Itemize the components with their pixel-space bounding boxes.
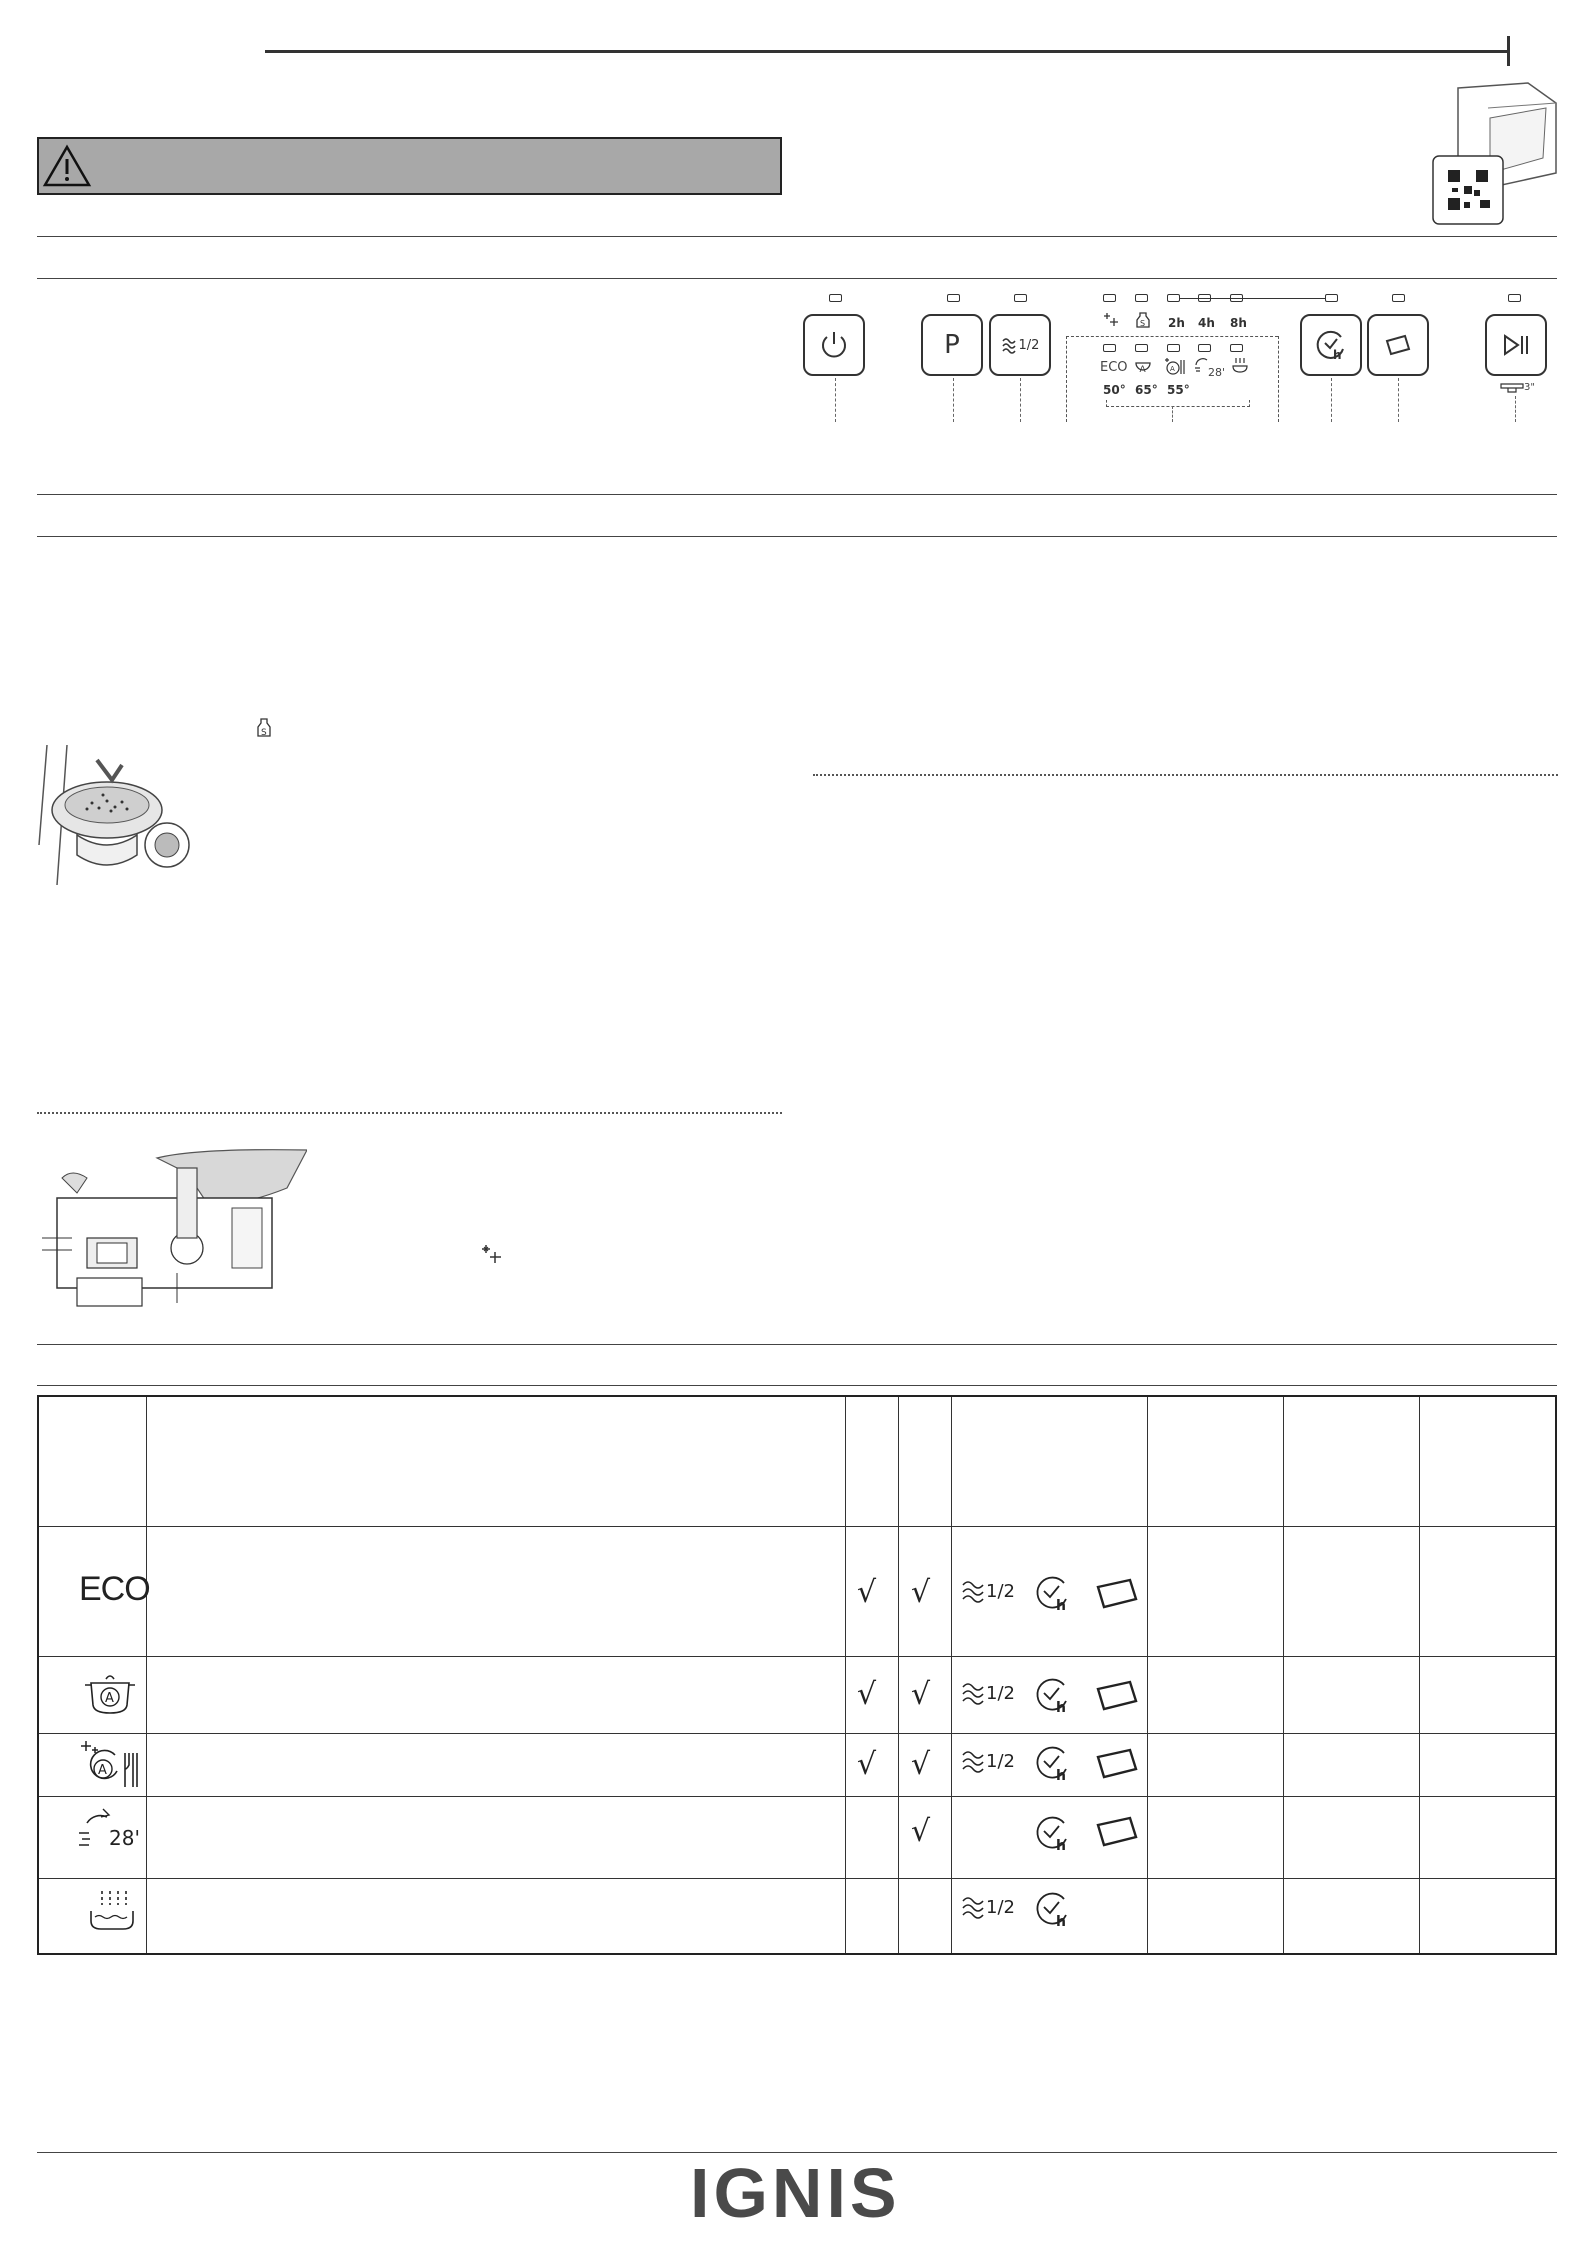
table-row-line <box>39 1733 1555 1734</box>
bracket-right <box>1278 336 1279 422</box>
sanitize-sparkle-icon <box>1103 312 1119 328</box>
program-button[interactable] <box>921 314 983 376</box>
table-row-line <box>39 1878 1555 1879</box>
salt-inline-icon <box>255 717 273 739</box>
soak-icon <box>87 1887 137 1935</box>
check-col2: √ <box>911 1814 931 1849</box>
callout-line <box>1020 378 1021 422</box>
check-col1: √ <box>857 1575 877 1610</box>
warning-banner <box>37 137 782 195</box>
program-led-soak <box>1230 344 1243 352</box>
half-load-label: 1/2 <box>986 1751 1015 1772</box>
callout-line <box>1515 396 1516 422</box>
brand-logo: IGNIS <box>690 2154 901 2232</box>
section-rule <box>37 236 1557 237</box>
tablet-icon <box>1383 333 1413 357</box>
svg-text:A: A <box>1170 365 1175 373</box>
half-load-icon <box>961 1747 985 1775</box>
section-rule <box>37 494 1557 495</box>
temp-label-65: 65° <box>1135 383 1158 397</box>
table-col-line <box>146 1397 147 1953</box>
option-led-2 <box>1135 294 1148 302</box>
half-load-label: 1/2 <box>986 1897 1015 1918</box>
delay-led-connector <box>1180 298 1325 299</box>
program-led-quick <box>1198 344 1211 352</box>
delay-start-button[interactable] <box>1300 314 1362 376</box>
half-load-button[interactable] <box>989 314 1051 376</box>
callout-line <box>1172 406 1173 422</box>
check-col1: √ <box>857 1747 877 1782</box>
section-rule <box>37 536 1557 537</box>
delay-label-2h: 2h <box>1168 316 1185 330</box>
eco-label: ECO <box>1100 360 1128 375</box>
start-led <box>1508 294 1521 302</box>
svg-text:A: A <box>98 1763 107 1778</box>
tablet-icon <box>1094 1679 1140 1713</box>
svg-text:h: h <box>1056 1700 1066 1715</box>
sanitize-program-icon <box>1164 356 1186 376</box>
delay-led <box>1325 294 1338 302</box>
auto-program-icon <box>1134 358 1152 376</box>
dotted-separator <box>37 1112 782 1114</box>
program-led <box>947 294 960 302</box>
tablet-icon <box>1094 1747 1140 1781</box>
hold-press-icon <box>1500 382 1524 394</box>
svg-text:A: A <box>1139 365 1146 375</box>
table-row-line <box>39 1796 1555 1797</box>
svg-text:h: h <box>1056 1768 1066 1783</box>
power-led <box>829 294 842 302</box>
soak-program-icon <box>1231 356 1249 374</box>
tablet-led <box>1392 294 1405 302</box>
program-indicator-bracket <box>1066 336 1278 337</box>
program-button-label: P <box>944 330 960 360</box>
check-col1: √ <box>857 1677 877 1712</box>
program-led-auto <box>1135 344 1148 352</box>
svg-text:h: h <box>1056 1838 1066 1853</box>
table-col-line <box>898 1397 899 1953</box>
tablet-button[interactable] <box>1367 314 1429 376</box>
program-led-sanitize <box>1167 344 1180 352</box>
power-icon <box>817 328 851 362</box>
callout-line <box>953 378 954 422</box>
table-row-line <box>39 1656 1555 1657</box>
section-rule <box>37 1385 1557 1386</box>
table-col-line <box>1147 1397 1148 1953</box>
program-led-eco <box>1103 344 1116 352</box>
option-led-1 <box>1103 294 1116 302</box>
delay-clock-icon <box>1032 1573 1076 1613</box>
auto-sparkle-cutlery-icon <box>81 1739 141 1791</box>
program-icon-eco: ECO <box>79 1570 150 1608</box>
salt-icon <box>1135 311 1151 329</box>
quick-28-icon <box>77 1805 111 1851</box>
svg-text:h: h <box>1056 1598 1066 1613</box>
delay-clock-icon <box>1032 1743 1076 1783</box>
top-rule-end-tick <box>1507 36 1510 66</box>
play-pause-icon <box>1500 332 1532 358</box>
footer-rule <box>37 2152 1557 2153</box>
start-pause-button[interactable] <box>1485 314 1547 376</box>
callout-line <box>1331 378 1332 422</box>
table-col-line <box>951 1397 952 1953</box>
table-row-line <box>39 1526 1555 1527</box>
tablet-icon <box>1094 1815 1140 1849</box>
half-load-led <box>1014 294 1027 302</box>
table-col-line <box>845 1397 846 1953</box>
delay-led-2h <box>1167 294 1180 302</box>
svg-text:S: S <box>1140 319 1146 328</box>
start-hold-label: 3" <box>1524 382 1535 393</box>
half-load-icon <box>961 1893 985 1921</box>
warning-icon <box>42 144 92 188</box>
temp-label-50: 50° <box>1103 383 1126 397</box>
salt-refill-illustration <box>37 745 197 895</box>
table-col-line <box>1419 1397 1420 1953</box>
quick-28-label: 28' <box>109 1826 140 1850</box>
delay-label-4h: 4h <box>1198 316 1215 330</box>
temp-label-55: 55° <box>1167 383 1190 397</box>
delay-clock-icon <box>1313 327 1349 363</box>
section-rule <box>37 1344 1557 1345</box>
program-table <box>37 1395 1557 1955</box>
check-col2: √ <box>911 1677 931 1712</box>
dishwasher-qr-illustration <box>1428 78 1558 228</box>
auto-pot-icon <box>83 1671 137 1717</box>
power-button[interactable] <box>803 314 865 376</box>
quick-program-icon <box>1193 356 1211 374</box>
top-rule <box>265 50 1508 53</box>
dotted-separator <box>813 774 1558 776</box>
rinse-aid-sparkle-icon <box>480 1243 502 1265</box>
half-load-label: 1/2 <box>986 1683 1015 1704</box>
quick-program-label: 28' <box>1208 366 1226 379</box>
half-load-button-label: 1/2 <box>1018 337 1040 353</box>
bracket-left <box>1066 336 1067 422</box>
delay-clock-icon <box>1032 1675 1076 1715</box>
half-load-icon <box>1001 335 1019 355</box>
svg-text:S: S <box>261 728 267 738</box>
temp-bracket <box>1106 400 1250 407</box>
svg-text:h: h <box>1333 348 1342 362</box>
check-col2: √ <box>911 1575 931 1610</box>
svg-text:A: A <box>105 1691 114 1706</box>
half-load-label: 1/2 <box>986 1581 1015 1602</box>
half-load-icon <box>961 1577 985 1605</box>
tablet-icon <box>1094 1577 1140 1611</box>
delay-clock-icon <box>1032 1889 1076 1929</box>
section-rule <box>37 278 1557 279</box>
delay-label-8h: 8h <box>1230 316 1247 330</box>
check-col2: √ <box>911 1747 931 1782</box>
svg-text:h: h <box>1056 1914 1066 1929</box>
callout-line <box>835 378 836 422</box>
half-load-icon <box>961 1679 985 1707</box>
table-col-line <box>1283 1397 1284 1953</box>
detergent-dispenser-illustration <box>37 1148 307 1308</box>
callout-line <box>1398 378 1399 422</box>
delay-clock-icon <box>1032 1813 1076 1853</box>
